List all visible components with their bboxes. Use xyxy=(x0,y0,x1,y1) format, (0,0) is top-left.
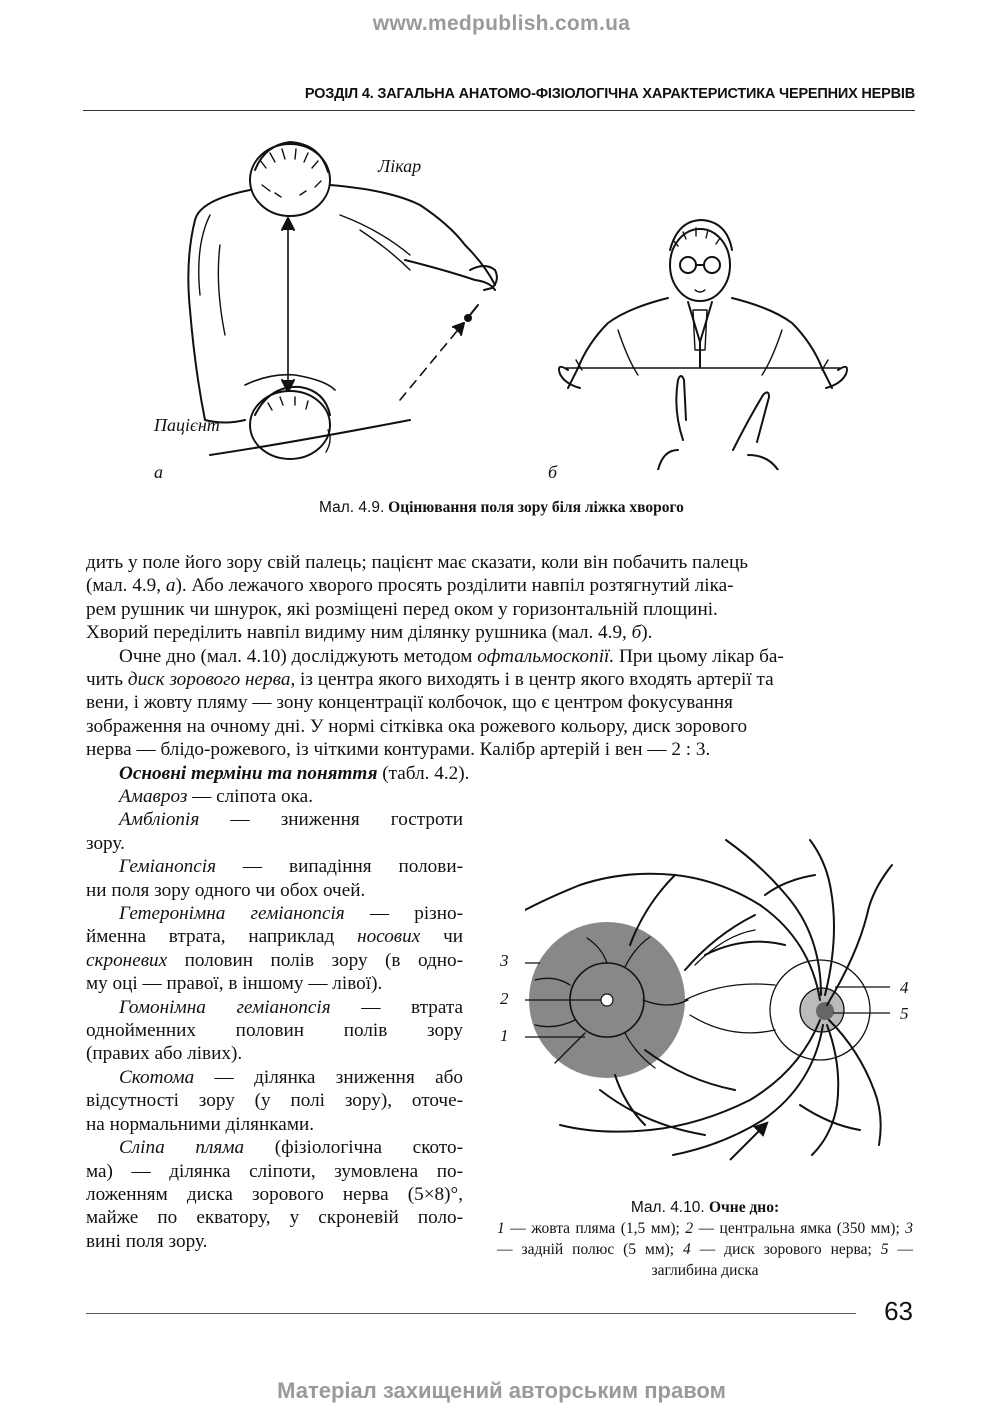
caption-label: Мал. 4.9. xyxy=(319,499,385,516)
label-patient: Пацієнт xyxy=(154,415,220,435)
fundus-label-1: 1 xyxy=(500,1026,509,1045)
text-line: чить диск зорового нерва, із центра якого виходять і в центр якого входять артерії та xyxy=(86,669,774,691)
fundus-label-4: 4 xyxy=(900,978,909,997)
text-line: зору. xyxy=(86,832,125,854)
text-line: (правих або лівих). xyxy=(86,1043,243,1065)
text-line: ни поля зору одного чи обох очей. xyxy=(86,879,366,901)
text-line: йменна втрата, наприклад носових чи xyxy=(86,926,463,948)
figure-4-9b-illustration xyxy=(548,210,858,470)
text-line: вени, і жовту пляму — зону концентрації колбочок, що є центром фокусування xyxy=(86,692,733,714)
figure-4-10-caption xyxy=(497,1197,913,1281)
term-ambliopia: Амбліопія — зниження гостроти xyxy=(119,809,463,831)
caption-description: 1 — жовта пляма (1,5 мм); 2 — центральна ямка (350 мм); 3 — задній полюс (5 мм); 4 — диск зорового нерва; 5 — заглибина диска xyxy=(497,1220,913,1279)
text-line: відсутності зору (у полі зору), оточе- xyxy=(86,1090,463,1112)
figure-4-10-fundus xyxy=(525,835,895,1185)
page-number: 63 xyxy=(884,1296,913,1326)
text-line: ложенням диска зорового нерва (5×8)°, xyxy=(86,1183,463,1205)
copyright-watermark: Матеріал захищений авторським правом xyxy=(277,1378,726,1403)
fundus-label-5: 5 xyxy=(900,1004,909,1023)
fundus-label-3: 3 xyxy=(500,951,509,970)
text-line: майже по екватору, у скроневій поло- xyxy=(86,1207,463,1229)
text-line: му оці — правої, в іншому — лівої). xyxy=(86,973,383,995)
fundus-label-2: 2 xyxy=(500,989,509,1008)
text-line: вині поля зору. xyxy=(86,1230,208,1252)
term-hemianopsia: Геміанопсія — випадіння полови- xyxy=(119,856,463,878)
paragraph-1 xyxy=(86,551,912,785)
text-line: ма) — ділянка сліпоти, зумовлена по- xyxy=(86,1160,463,1182)
running-head: РОЗДІЛ 4. ЗАГАЛЬНА АНАТОМО-ФІЗІОЛОГІЧНА ХАРАКТЕРИСТИКА ЧЕРЕПНИХ НЕРВІВ xyxy=(304,86,915,102)
term-homonymous: Гомонімна геміанопсія — втрата xyxy=(119,996,464,1018)
text-line: Хворий переділить навпіл видиму ним ділянку рушника (мал. 4.9, б). xyxy=(86,622,653,644)
text-line: дить у поле його зору свій палець; пацієнт має сказати, коли він побачить палець xyxy=(86,552,749,573)
label-doctor: Лікар xyxy=(378,156,422,176)
text-line: однойменних половин полів зору xyxy=(86,1020,463,1042)
terms-list xyxy=(86,785,463,1253)
term-blind-spot: Сліпа пляма (фізіологічна ското- xyxy=(119,1137,463,1159)
text-line: зображення на очному дні. У нормі сітківка ока рожевого кольору, диск зорового xyxy=(86,715,748,737)
caption-title-line: Мал. 4.10. Очне дно: xyxy=(630,1199,780,1216)
header-divider xyxy=(83,110,915,111)
text-line: Очне дно (мал. 4.10) досліджують методом офтальмоскопії. При цьому лікар ба- xyxy=(119,645,784,667)
term-scotoma: Скотома — ділянка зниження або xyxy=(119,1066,463,1088)
fovea xyxy=(601,994,613,1006)
label-b: б xyxy=(548,462,558,482)
footer-divider xyxy=(86,1313,856,1314)
text-line: (мал. 4.9, а). Або лежачого хворого просять розділити навпіл розтягнутий ліка- xyxy=(86,575,734,597)
text-line: скроневих половин полів зору (в одно- xyxy=(86,949,463,971)
term-amavroz: Амавроз — сліпота ока. xyxy=(119,786,313,807)
text-line: нерва — блідо-рожевого, із чіткими контурами. Калібр артерій і вен — 2 : 3. xyxy=(86,739,711,761)
text-line: рем рушник чи шнурок, які розміщені перед оком у горизонтальній площині. xyxy=(86,598,718,620)
text-line: на нормальними ділянками. xyxy=(86,1113,315,1135)
caption-title: Оцінювання поля зору біля ліжка хворого xyxy=(388,499,684,516)
term-heteronymous: Гетеронімна геміанопсія — різно- xyxy=(119,903,463,925)
site-url: www.medpublish.com.ua xyxy=(372,12,631,35)
figure-4-9-caption xyxy=(0,499,1003,517)
terms-heading: Основні терміни та поняття (табл. 4.2). xyxy=(119,762,470,784)
label-a: а xyxy=(154,462,163,482)
